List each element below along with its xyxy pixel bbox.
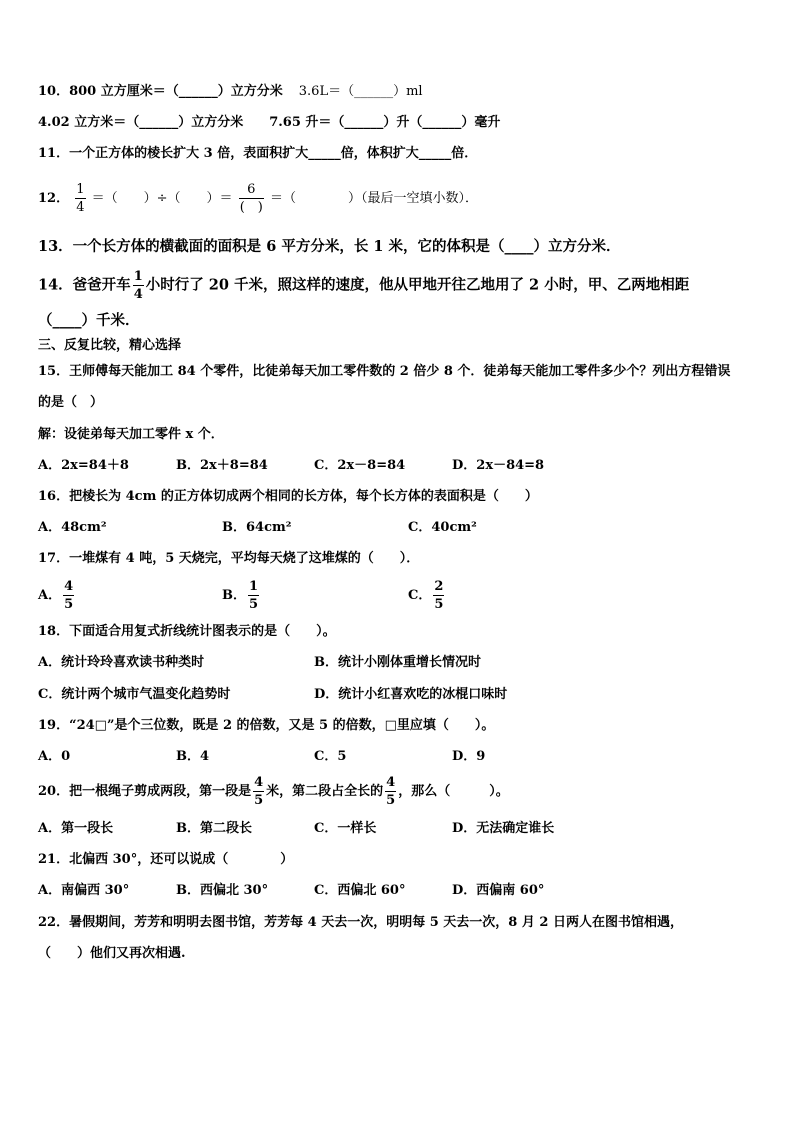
q20-f2-denominator: 5 [386,793,396,808]
q20-option-c[interactable]: C．一样长 [314,821,377,836]
question-20 [38,773,509,811]
q17-b-denominator: 5 [249,597,259,612]
q14-numerator: 1 [133,269,143,284]
q20-fraction-1 [253,776,264,807]
q19-option-b[interactable]: B．4 [176,749,210,764]
q12-fraction-2 [239,183,264,214]
q16-option-c[interactable]: C．40cm² [408,520,477,535]
q20-f1-numerator: 4 [254,775,264,790]
q12-tail: ＝（ ）（最后一空填小数）． [270,191,479,206]
q14-fraction [133,270,144,301]
q12-f1-denominator: 4 [76,200,85,215]
q15-text-2: 的是（ ） [38,395,104,410]
q18-options-row-2 [0,685,794,705]
q19-options [0,747,794,767]
q10b-part-b: 7.65 升＝（______）升（______）毫升 [269,115,501,130]
q21-options [0,881,794,901]
q17-option-c-fraction [433,580,444,611]
q21-option-a[interactable]: A．南偏西 30° [38,883,130,898]
q21-option-d[interactable]: D．西偏南 60° [452,883,545,898]
q17-text: 17．一堆煤有 4 吨，5 天烧完，平均每天烧了这堆煤的（ ）． [38,551,420,566]
q20-option-b[interactable]: B．第二段长 [176,821,252,836]
q20-fraction-2 [385,776,396,807]
q16-options [0,518,794,538]
q18-options-row-1 [0,653,794,673]
q12-f2-numerator: 6 [247,182,256,197]
q20-f1-denominator: 5 [254,793,264,808]
question-10-continued [38,113,500,133]
q15-text-1: 15．王师傅每天能加工 84 个零件，比徒弟每天加工零件数的 2 倍少 8 个．徒弟每天能加工零件多少个？列出方程错误 [38,364,731,379]
q17-option-b-label: B． [222,588,246,603]
q17-options [0,576,794,616]
q19-option-d[interactable]: D．9 [452,749,486,764]
q21-option-c[interactable]: C．西偏北 60° [314,883,406,898]
q15-option-a[interactable]: A．2x=84＋8 [38,458,129,473]
q21-text: 21．北偏西 30°，还可以说成（ ） [38,852,294,867]
q17-option-b-fraction [248,580,259,611]
q20-option-a[interactable]: A．第一段长 [38,821,114,836]
q22-text-1: 22．暑假期间，芳芳和明明去图书馆，芳芳每 4 天去一次，明明每 5 天去一次，8 月 2 日两人在图书馆相遇， [38,915,683,930]
q10b-part-a: 4.02 立方米＝（______）立方分米 [38,115,244,130]
q17-c-denominator: 5 [434,597,444,612]
q20-option-d[interactable]: D．无法确定谁长 [452,821,555,836]
q16-text: 16．把棱长为 4cm 的正方体切成两个相同的长方体，每个长方体的表面积是（ ） [38,489,538,504]
q22-text-2: （ ）他们又再次相遇. [38,946,186,961]
q20-f2-numerator: 4 [386,775,396,790]
q17-a-denominator: 5 [64,597,74,612]
q12-middle: ＝（ ）÷（ ）＝ [91,191,233,206]
q15-option-c[interactable]: C．2x－8=84 [314,458,406,473]
q16-option-b[interactable]: B．64cm² [222,520,292,535]
q14-part-c: （____）千米． [38,312,140,329]
q14-part-b: 小时行了 20 千米，照这样的速度，他从甲地开往乙地用了 2 小时，甲、乙两地相距 [145,276,690,294]
q15-option-d[interactable]: D．2x－84=8 [452,458,545,473]
question-11: 11．一个正方体的棱长扩大 3 倍，表面积扩大_____倍，体积扩大_____倍． [38,146,478,161]
q20-part-b: 米，第二段占全长的 [266,784,384,799]
q17-option-c[interactable] [408,576,446,616]
q18-text: 18．下面适合用复式折线统计图表示的是（ ）。 [38,624,336,639]
question-14 [38,270,689,301]
q19-text: 19．“24□”是个三位数，既是 2 的倍数，又是 5 的倍数，□里应填（ ）。 [38,718,495,733]
q18-option-b[interactable]: B．统计小刚体重增长情况时 [314,655,481,670]
question-13: 13．一个长方体的横截面的面积是 6 平方分米，长 1 米，它的体积是（____）立方分米． [38,238,621,255]
q19-option-a[interactable]: A．0 [38,749,71,764]
q17-option-a[interactable] [38,576,76,616]
question-10 [38,82,423,102]
q17-option-a-label: A． [38,588,62,603]
q10-part-a: 10．800 立方厘米＝（______）立方分米 [38,84,283,99]
q17-b-numerator: 1 [249,579,259,594]
q12-number: 12． [38,191,70,206]
q20-part-c: ，那么（ ）。 [398,784,509,799]
q17-option-a-fraction [63,580,74,611]
q18-option-d[interactable]: D．统计小红喜欢吃的冰棍口味时 [314,687,508,702]
q17-c-numerator: 2 [434,579,444,594]
q17-option-b[interactable] [222,576,261,616]
q10-part-b: 3.6L＝（______）ml [298,84,423,99]
question-12 [38,180,478,218]
q12-f1-numerator: 1 [76,182,85,197]
q20-options [0,819,794,839]
q14-part-a: 14．爸爸开车 [38,276,131,294]
q18-option-a[interactable]: A．统计玲玲喜欢读书种类时 [38,655,205,670]
q15-options [0,456,794,476]
q17-option-c-label: C． [408,588,432,603]
section-3-heading: 三、反复比较，精心选择 [38,338,182,353]
q12-fraction-1 [75,183,85,214]
q15-option-b[interactable]: B．2x＋8=84 [176,458,268,473]
q17-a-numerator: 4 [64,579,74,594]
q12-f2-denominator: ( ) [239,200,263,215]
q16-option-a[interactable]: A．48cm² [38,520,107,535]
q21-option-b[interactable]: B．西偏北 30° [176,883,269,898]
q15-text-3: 解：设徒弟每天加工零件 x 个． [38,427,224,442]
q19-option-c[interactable]: C．5 [314,749,347,764]
q14-denominator: 4 [133,287,143,302]
q18-option-c[interactable]: C．统计两个城市气温变化趋势时 [38,687,231,702]
q20-part-a: 20．把一根绳子剪成两段，第一段是 [38,784,252,799]
